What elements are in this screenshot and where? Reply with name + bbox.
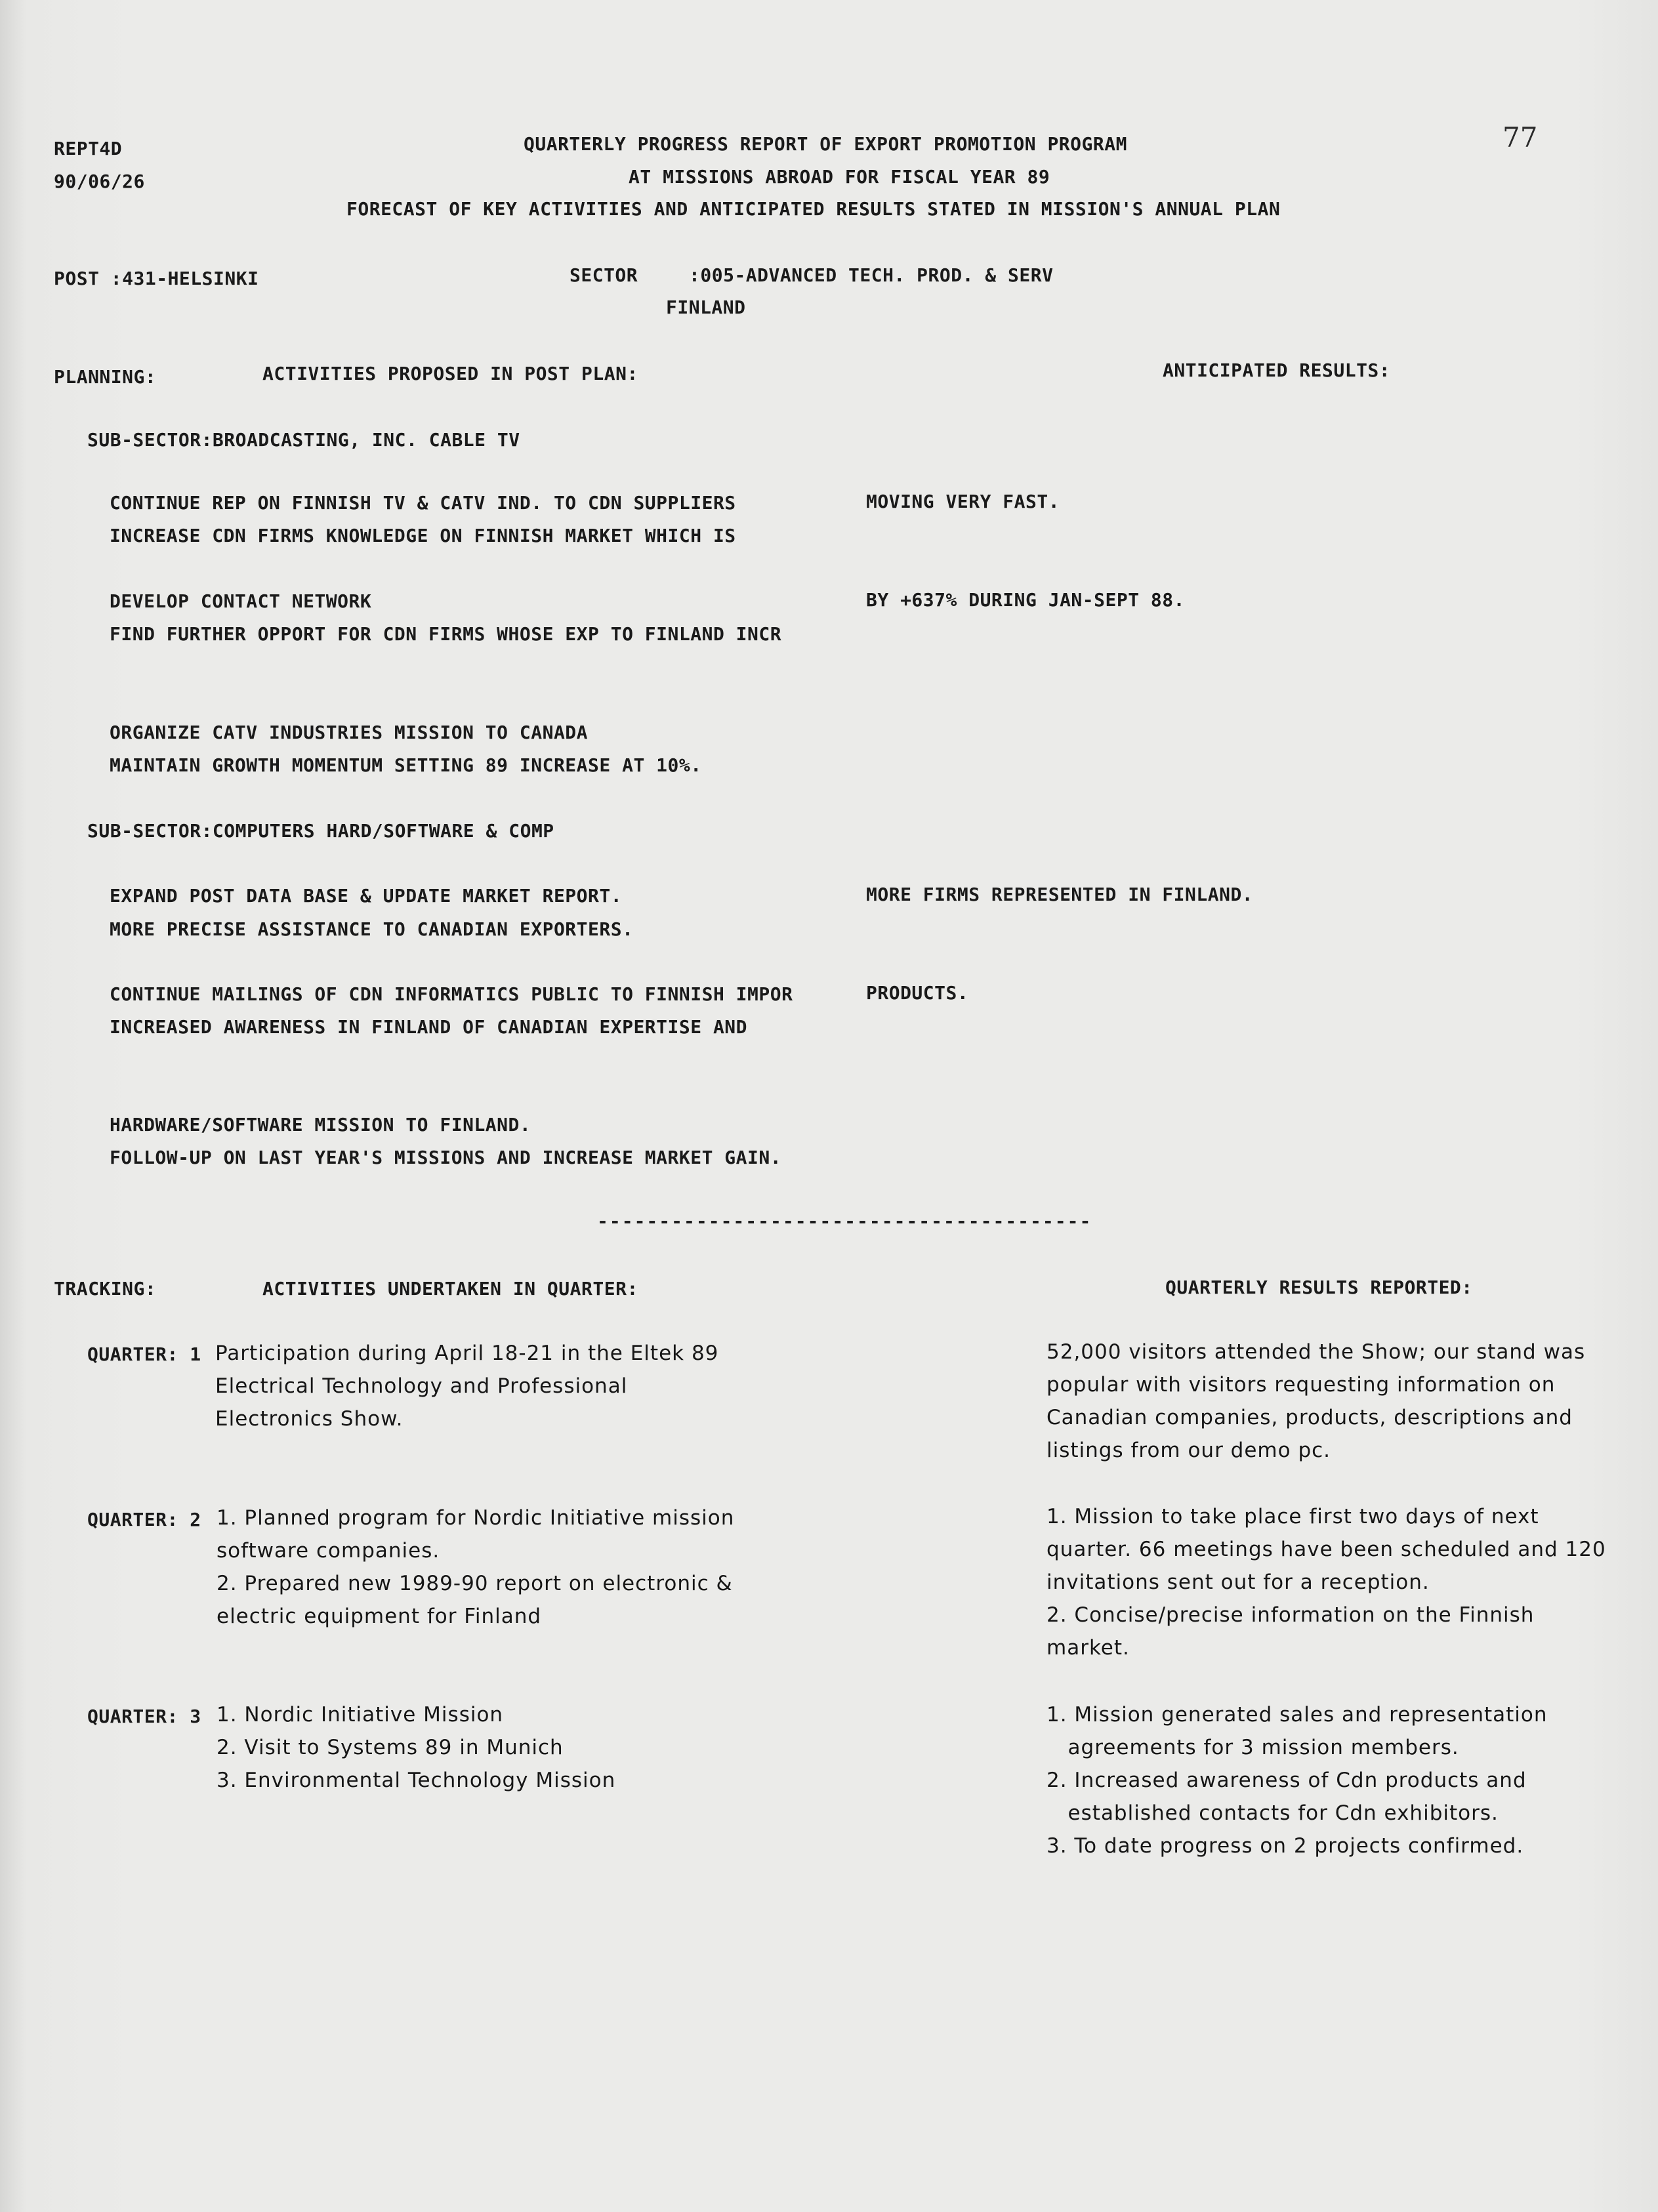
quarter-1-activity: Participation during April 18-21 in the Eltek 89 Electrical Technology and Professional Electronics Show.	[215, 1342, 719, 1431]
report-date: 90/06/26	[54, 171, 145, 192]
planning-line: DEVELOP CONTACT NETWORK	[110, 590, 372, 612]
sector-value: :005-ADVANCED TECH. PROD. & SERV	[689, 264, 1054, 286]
quarter-1-label: QUARTER: 1	[87, 1343, 201, 1365]
planning-result: MOVING VERY FAST.	[866, 491, 1060, 512]
quarter-3-label: QUARTER: 3	[87, 1706, 201, 1727]
subsector-broadcasting: SUB-SECTOR:BROADCASTING, INC. CABLE TV	[87, 429, 520, 451]
quarter-3-result: 1. Mission generated sales and representation agreements for 3 mission members. 2. Increased awareness of Cdn products and established contacts for Cdn exhibitors. 3. To date progress on 2 projects confirmed.	[1047, 1703, 1548, 1858]
planning-line: INCREASED AWARENESS IN FINLAND OF CANADIAN EXPERTISE AND	[110, 1016, 748, 1038]
report-title-line3: FORECAST OF KEY ACTIVITIES AND ANTICIPATED RESULTS STATED IN MISSION'S ANNUAL PLAN	[346, 198, 1281, 220]
report-title-line2: AT MISSIONS ABROAD FOR FISCAL YEAR 89	[629, 166, 1050, 188]
planning-line: INCREASE CDN FIRMS KNOWLEDGE ON FINNISH MARKET WHICH IS	[110, 525, 736, 546]
planning-line: CONTINUE MAILINGS OF CDN INFORMATICS PUBLIC TO FINNISH IMPOR	[110, 983, 793, 1005]
post-label: POST :431-HELSINKI	[54, 268, 259, 289]
quarter-2-label: QUARTER: 2	[87, 1509, 201, 1530]
tracking-results-heading: QUARTERLY RESULTS REPORTED:	[1165, 1277, 1473, 1298]
quarter-1-result: 52,000 visitors attended the Show; our stand was popular with visitors requesting information on Canadian companies, products, descriptions and listings from our demo pc.	[1047, 1340, 1586, 1462]
section-divider: ----------------------------------------	[597, 1210, 1092, 1232]
planning-line: FOLLOW-UP ON LAST YEAR'S MISSIONS AND INCREASE MARKET GAIN.	[110, 1147, 782, 1168]
planning-line: MORE PRECISE ASSISTANCE TO CANADIAN EXPORTERS.	[110, 918, 634, 940]
subsector-computers: SUB-SECTOR:COMPUTERS HARD/SOFTWARE & COMP	[87, 820, 554, 842]
country-label: FINLAND	[666, 297, 746, 318]
tracking-activities-heading: ACTIVITIES UNDERTAKEN IN QUARTER:	[262, 1278, 638, 1300]
planning-result: PRODUCTS.	[866, 982, 969, 1004]
planning-line: FIND FURTHER OPPORT FOR CDN FIRMS WHOSE EXP TO FINLAND INCR	[110, 623, 782, 645]
planning-results-heading: ANTICIPATED RESULTS:	[1163, 359, 1391, 381]
tracking-heading: TRACKING:	[54, 1278, 157, 1300]
planning-line: MAINTAIN GROWTH MOMENTUM SETTING 89 INCREASE AT 10%.	[110, 754, 702, 776]
planning-line: ORGANIZE CATV INDUSTRIES MISSION TO CANADA	[110, 722, 589, 743]
quarter-3-activity: 1. Nordic Initiative Mission 2. Visit to Systems 89 in Munich 3. Environmental Technology Mission	[217, 1703, 616, 1792]
report-code: REPT4D	[54, 138, 123, 159]
quarter-2-activity: 1. Planned program for Nordic Initiative mission software companies. 2. Prepared new 1989-90 report on electronic & electric equipment for Finland	[217, 1506, 735, 1628]
planning-activities-heading: ACTIVITIES PROPOSED IN POST PLAN:	[262, 363, 638, 384]
planning-heading: PLANNING:	[54, 366, 157, 388]
planning-line: HARDWARE/SOFTWARE MISSION TO FINLAND.	[110, 1114, 531, 1136]
planning-line: CONTINUE REP ON FINNISH TV & CATV IND. TO CDN SUPPLIERS	[110, 492, 736, 514]
report-title-line1: QUARTERLY PROGRESS REPORT OF EXPORT PROMOTION PROGRAM	[524, 133, 1127, 155]
quarter-2-result: 1. Mission to take place first two days of next quarter. 66 meetings have been scheduled and 120 invitations sent out for a reception. 2. Concise/precise information on the Finnish market.	[1047, 1505, 1606, 1660]
page-number: 77	[1503, 121, 1538, 154]
sector-label: SECTOR	[570, 264, 638, 286]
planning-result: BY +637% DURING JAN-SEPT 88.	[866, 589, 1186, 611]
planning-line: EXPAND POST DATA BASE & UPDATE MARKET REPORT.	[110, 885, 623, 907]
planning-result: MORE FIRMS REPRESENTED IN FINLAND.	[866, 884, 1254, 905]
